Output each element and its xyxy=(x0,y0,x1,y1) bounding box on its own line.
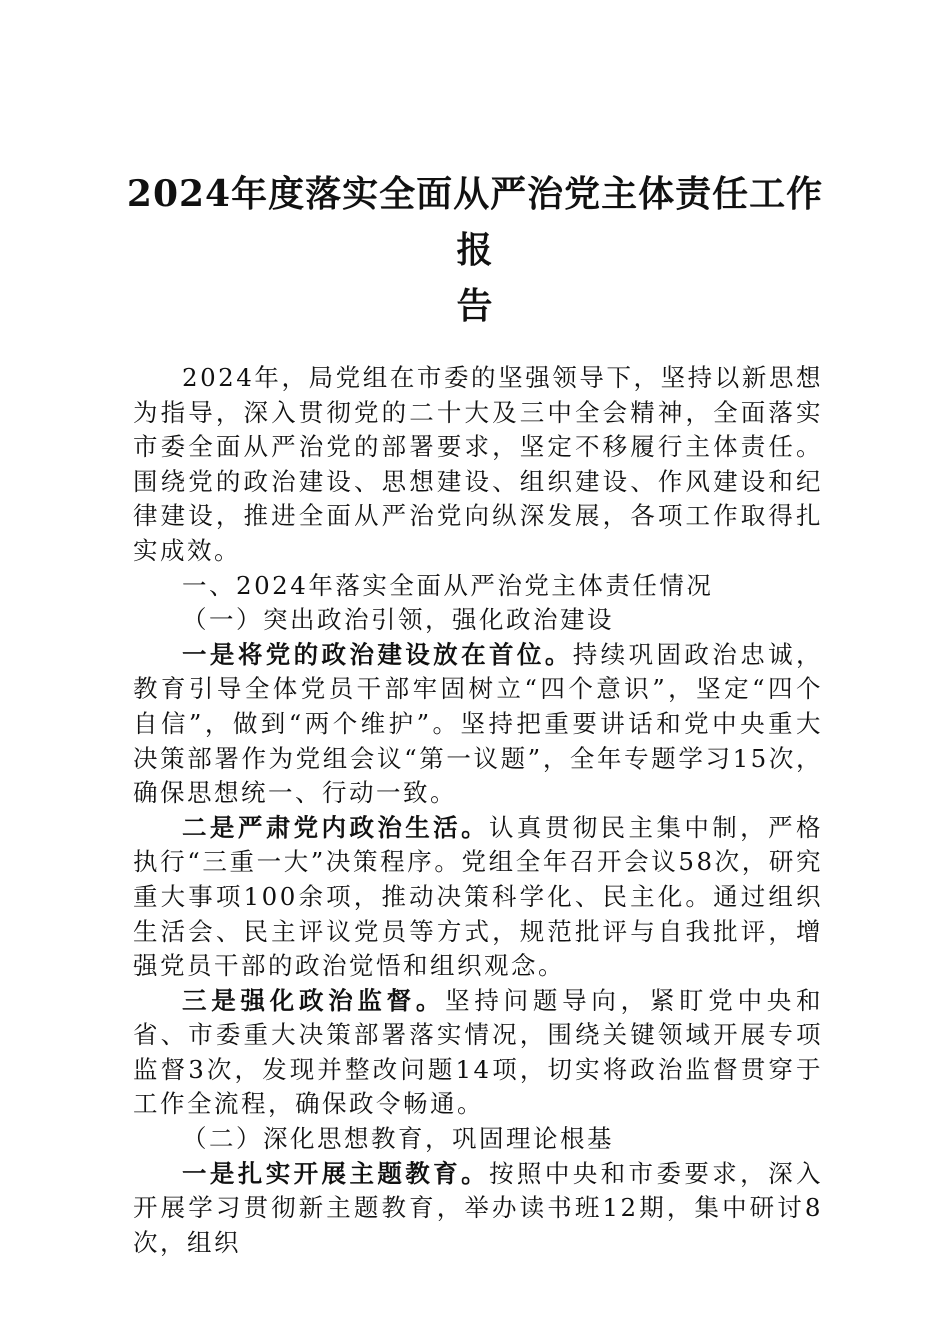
subsection-1-heading: （一）突出政治引领，强化政治建设 xyxy=(182,605,614,635)
sub1-item-2-text: 认真贯彻民主集中制，严格执行“三重一大”决策程序。党组全年召开会议58次，研究重大事项100余项，推动决策科学化、民主化。通过组织生活会、民主评议党员等方式，规范批评与自我批评，增强党员干部的政治觉悟和组织观念。 xyxy=(133,812,823,981)
sub1-item-2 xyxy=(133,811,823,984)
sub1-item-3 xyxy=(133,984,823,1122)
document-body xyxy=(133,361,823,1260)
document-title xyxy=(120,166,830,334)
sub1-item-1-lead: 一是将党的政治建设放在首位。 xyxy=(182,639,573,669)
sub2-item-1-lead: 一是扎实开展主题教育。 xyxy=(182,1158,489,1188)
sub1-item-2-lead: 二是严肃党内政治生活。 xyxy=(182,812,489,842)
intro-paragraph: 2024年，局党组在市委的坚强领导下，坚持以新思想为指导，深入贯彻党的二十大及三中全会精神，全面落实市委全面从严治党的部署要求，坚定不移履行主体责任。围绕党的政治建设、思想建设、组织建设、作风建设和纪律建设，推进全面从严治党向纵深发展，各项工作取得扎实成效。 xyxy=(133,363,823,565)
sub1-item-3-lead: 三是强化政治监督。 xyxy=(182,985,446,1015)
sub1-item-3-text: 坚持问题导向，紧盯党中央和省、市委重大决策部署落实情况，围绕关键领域开展专项监督3次，发现并整改问题14项，切实将政治监督贯穿于工作全流程，确保政令畅通。 xyxy=(133,985,824,1119)
sub1-item-1 xyxy=(133,638,823,811)
title-line-2: 告 xyxy=(456,285,494,327)
section-1-heading: 一、2024年落实全面从严治党主体责任情况 xyxy=(182,570,714,600)
sub2-item-1-text: 按照中央和市委要求，深入开展学习贯彻新主题教育，举办读书班12期，集中研讨8次，组织 xyxy=(133,1158,823,1257)
sub1-item-1-text: 持续巩固政治忠诚，教育引导全体党员干部牢固树立“四个意识”，坚定“四个自信”，做到“两个维护”。坚持把重要讲话和党中央重大决策部署作为党组会议“第一议题”，全年专题学习15次，确保思想统一、行动一致。 xyxy=(133,639,824,808)
subsection-2-heading: （二）深化思想教育，巩固理论根基 xyxy=(182,1124,614,1154)
sub2-item-1 xyxy=(133,1157,823,1261)
title-line-1: 2024年度落实全面从严治党主体责任工作报 xyxy=(126,173,824,271)
